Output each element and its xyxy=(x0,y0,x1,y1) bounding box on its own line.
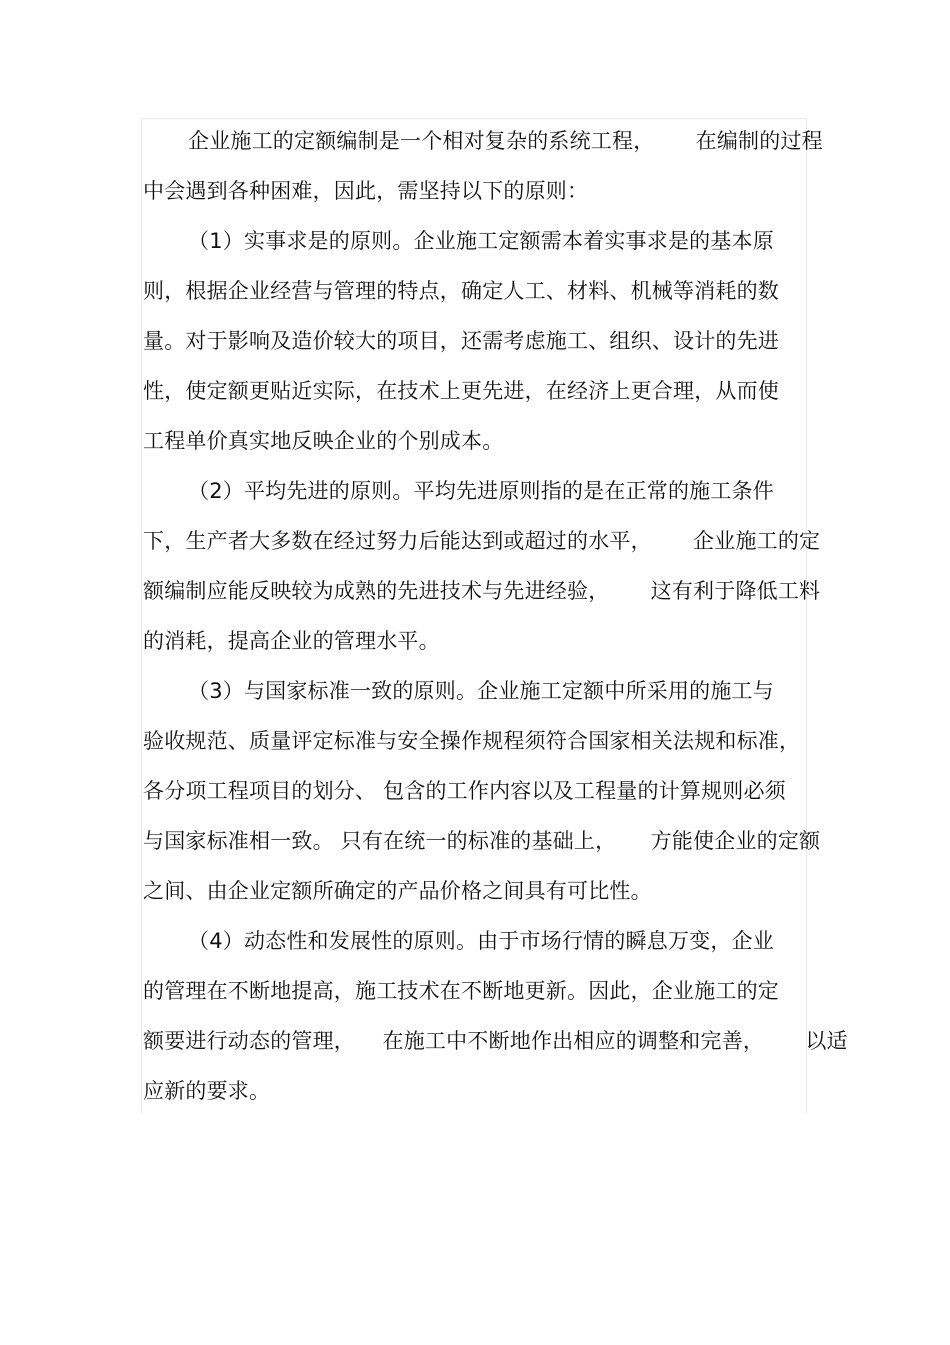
principle-2-line-1: （2）平均先进的原则。平均先进原则指的是在正常的施工条件 xyxy=(188,479,774,503)
principle-4-line-4: 应新的要求。 xyxy=(143,1079,271,1103)
principle-4-line-1: （4）动态性和发展性的原则。由于市场行情的瞬息万变，企业 xyxy=(188,929,774,953)
principle-2-line-4: 的消耗，提高企业的管理水平。 xyxy=(143,629,440,653)
principle-1-line-2: 则，根据企业经营与管理的特点，确定人工、材料、机械等消耗的数 xyxy=(143,279,779,303)
principle-1-line-4: 性，使定额更贴近实际，在技术上更先进，在经济上更合理，从而使 xyxy=(143,379,779,403)
paragraph-intro-line-2: 中会遇到各种困难，因此，需坚持以下的原则： xyxy=(143,179,589,203)
page-frame xyxy=(141,118,807,1113)
principle-3-line-1: （3）与国家标准一致的原则。企业施工定额中所采用的施工与 xyxy=(188,679,774,703)
principle-4-line-3: 额要进行动态的管理， 在施工中不断地作出相应的调整和完善， 以适 xyxy=(143,1029,848,1053)
principle-2-line-2: 下，生产者大多数在经过努力后能达到或超过的水平， 企业施工的定 xyxy=(143,529,821,553)
principle-3-line-2: 验收规范、质量评定标准与安全操作规程须符合国家相关法规和标准， xyxy=(143,729,801,753)
principle-2-line-3: 额编制应能反映较为成熟的先进技术与先进经验， 这有利于降低工料 xyxy=(143,579,821,603)
principle-1-line-3: 量。对于影响及造价较大的项目，还需考虑施工、组织、设计的先进 xyxy=(143,329,779,353)
principle-1-line-1: （1）实事求是的原则。企业施工定额需本着实事求是的基本原 xyxy=(188,229,774,253)
principle-3-line-5: 之间、由企业定额所确定的产品价格之间具有可比性。 xyxy=(143,879,652,903)
principle-3-line-4: 与国家标准相一致。 只有在统一的标准的基础上， 方能使企业的定额 xyxy=(143,829,821,853)
principle-1-line-5: 工程单价真实地反映企业的个别成本。 xyxy=(143,429,504,453)
principle-4-line-2: 的管理在不断地提高，施工技术在不断地更新。因此，企业施工的定 xyxy=(143,979,779,1003)
paragraph-intro-line-1: 企业施工的定额编制是一个相对复杂的系统工程， 在编制的过程 xyxy=(188,129,823,153)
principle-3-line-3: 各分项工程项目的划分、 包含的工作内容以及工程量的计算规则必须 xyxy=(143,779,786,803)
